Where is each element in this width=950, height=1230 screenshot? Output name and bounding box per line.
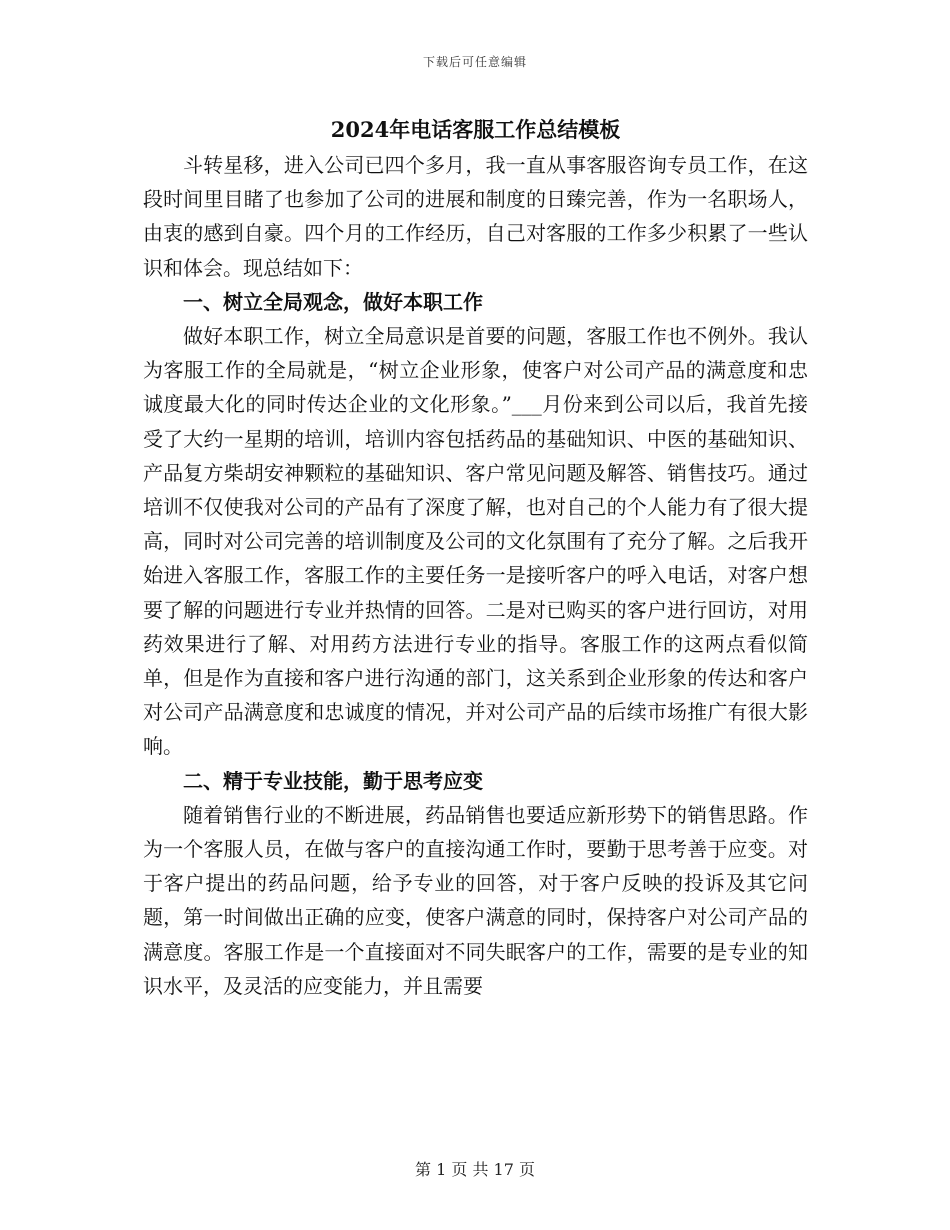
section-2-paragraph: 随着销售行业的不断进展，药品销售也要适应新形势下的销售思路。作为一个客服人员，在做与客户的直接沟通工作时，要勤于思考善于应变。对于客户提出的药品问题，给予专业的回答，对于客户反映的投诉及其它问题，第一时间做出正确的应变，使客户满意的同时，保持客户对公司产品的满意度。客服工作是一个直接面对不同失眠客户的工作，需要的是专业的知识水平，及灵活的应变能力，并且需要 <box>143 802 808 998</box>
page-number-footer: 第 1 页 共 17 页 <box>415 1160 535 1179</box>
document-title: 2024年电话客服工作总结模板 <box>330 117 621 142</box>
section-2-heading: 二、精于专业技能，勤于思考应变 <box>183 768 483 793</box>
page-header-note: 下载后可任意编辑 <box>422 55 527 69</box>
section-1-paragraph: 做好本职工作，树立全局意识是首要的问题，客服工作也不例外。我认为客服工作的全局就是，“树立企业形象，使客户对公司产品的满意度和忠诚度最大化的同时传达企业的文化形象。”___月份来到公司以后，我首先接受了大约一星期的培训，培训内容包括药品的基础知识、中医的基础知识、产品复方柴胡安神颗粒的基础知识、客户常见问题及解答、销售技巧。通过培训不仅使我对公司的产品有了深度了解，也对自己的个人能力有了很大提高，同时对公司完善的培训制度及公司的文化氛围有了充分了解。之后我开始进入客服工作，客服工作的主要任务一是接听客户的呼入电话，对客户想要了解的问题进行专业并热情的回答。二是对已购买的客户进行回访，对用药效果进行了解、对用药方法进行专业的指导。客服工作的这两点看似简单，但是作为直接和客户进行沟通的部门，这关系到企业形象的传达和客户对公司产品满意度和忠诚度的情况，并对公司产品的后续市场推广有很大影响。 <box>143 324 808 759</box>
document-body <box>143 112 808 1003</box>
section-1-heading: 一、树立全局观念，做好本职工作 <box>183 289 483 314</box>
intro-paragraph: 斗转星移，进入公司已四个多月，我一直从事客服咨询专员工作，在这段时间里目睹了也参加了公司的进展和制度的日臻完善，作为一名职场人，由衷的感到自豪。四个月的工作经历，自己对客服的工作多少积累了一些认识和体会。现总结如下： <box>143 153 808 280</box>
